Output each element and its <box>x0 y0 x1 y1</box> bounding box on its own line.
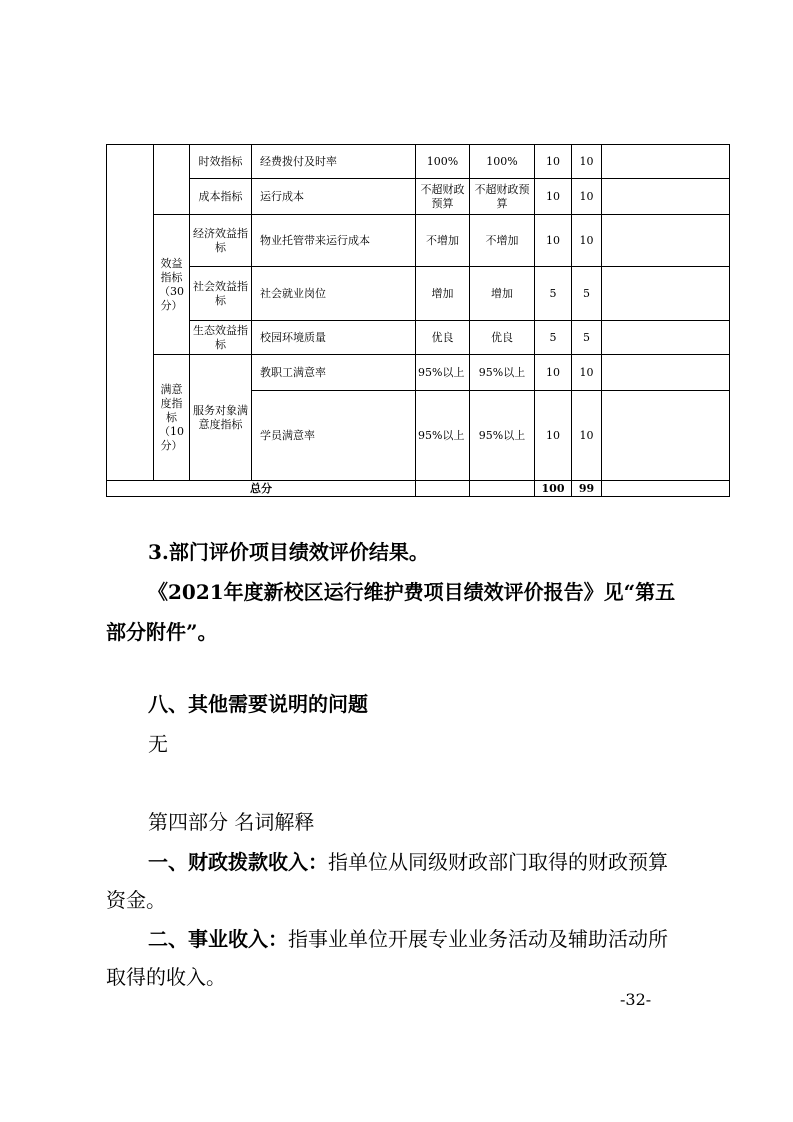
total-weight: 100 <box>535 481 572 497</box>
cell-actual: 增加 <box>470 267 535 321</box>
definition-2 <box>148 925 708 954</box>
cell-score: 5 <box>572 321 602 355</box>
part-four-heading: 第四部分 名词解释 <box>148 810 315 834</box>
cell-actual: 不增加 <box>470 215 535 267</box>
cell-target: 不增加 <box>416 215 470 267</box>
cell-score: 10 <box>572 355 602 391</box>
performance-table <box>106 144 730 497</box>
cell-target: 不超财政预算 <box>416 179 470 215</box>
definition-1-term: 一、财政拨款收入： <box>148 850 328 874</box>
table-row <box>107 179 730 215</box>
cell-weight: 10 <box>535 355 572 391</box>
cell-target <box>416 481 470 497</box>
cell-target: 增加 <box>416 267 470 321</box>
cell-indicator: 教职工满意率 <box>252 355 416 391</box>
cell-indicator: 经费拨付及时率 <box>252 145 416 179</box>
definition-1-cont: 资金。 <box>106 888 166 912</box>
cell-indicator: 运行成本 <box>252 179 416 215</box>
page-number: -32- <box>620 990 652 1009</box>
table-row <box>107 267 730 321</box>
cell-level3: 成本指标 <box>190 179 252 215</box>
cell-weight: 10 <box>535 179 572 215</box>
cell-target: 优良 <box>416 321 470 355</box>
cell-actual: 95%以上 <box>470 355 535 391</box>
cell-level2: 满意度指标（10分） <box>154 355 190 481</box>
cell-indicator: 校园环境质量 <box>252 321 416 355</box>
cell-score: 10 <box>572 179 602 215</box>
total-score: 99 <box>572 481 602 497</box>
report-line-1: 《2021年度新校区运行维护费项目绩效评价报告》见“第五 <box>148 580 676 604</box>
cell-indicator: 学员满意率 <box>252 391 416 481</box>
cell-remark <box>602 215 730 267</box>
cell-level3: 时效指标 <box>190 145 252 179</box>
cell-remark <box>602 321 730 355</box>
cell-actual <box>470 481 535 497</box>
definition-1-body: 指单位从同级财政部门取得的财政预算 <box>328 850 668 874</box>
cell-level2: 效益指标（30分） <box>154 215 190 355</box>
cell-actual: 不超财政预算 <box>470 179 535 215</box>
total-label: 总分 <box>107 481 416 497</box>
definition-2-body: 指事业单位开展专业业务活动及辅助活动所 <box>288 927 668 951</box>
table-row <box>107 145 730 179</box>
definition-1 <box>148 848 708 877</box>
cell-level3: 社会效益指标 <box>190 267 252 321</box>
cell-remark <box>602 391 730 481</box>
cell-score: 10 <box>572 145 602 179</box>
cell-target: 95%以上 <box>416 355 470 391</box>
cell-weight: 10 <box>535 215 572 267</box>
section-heading-3: 3.部门评价项目绩效评价结果。 <box>148 540 429 564</box>
cell-remark <box>602 179 730 215</box>
cell-actual: 优良 <box>470 321 535 355</box>
cell-indicator: 物业托管带来运行成本 <box>252 215 416 267</box>
cell-level1 <box>107 145 154 481</box>
cell-target: 100% <box>416 145 470 179</box>
cell-level3: 服务对象满意度指标 <box>190 355 252 481</box>
definition-2-term: 二、事业收入： <box>148 927 288 951</box>
cell-remark <box>602 145 730 179</box>
cell-remark <box>602 481 730 497</box>
cell-score: 10 <box>572 391 602 481</box>
cell-level3: 生态效益指标 <box>190 321 252 355</box>
table-row <box>107 321 730 355</box>
none-text: 无 <box>148 732 168 756</box>
cell-weight: 10 <box>535 391 572 481</box>
cell-weight: 5 <box>535 321 572 355</box>
section-heading-8: 八、其他需要说明的问题 <box>148 692 368 716</box>
cell-remark <box>602 267 730 321</box>
cell-actual: 95%以上 <box>470 391 535 481</box>
cell-level2 <box>154 145 190 215</box>
table-total-row <box>107 481 730 497</box>
cell-weight: 10 <box>535 145 572 179</box>
cell-level3: 经济效益指标 <box>190 215 252 267</box>
cell-remark <box>602 355 730 391</box>
table-row <box>107 215 730 267</box>
cell-actual: 100% <box>470 145 535 179</box>
table-row <box>107 355 730 391</box>
cell-target: 95%以上 <box>416 391 470 481</box>
cell-weight: 5 <box>535 267 572 321</box>
definition-2-cont: 取得的收入。 <box>106 965 226 989</box>
report-line-2: 部分附件”。 <box>106 620 218 644</box>
cell-indicator: 社会就业岗位 <box>252 267 416 321</box>
cell-score: 10 <box>572 215 602 267</box>
cell-score: 5 <box>572 267 602 321</box>
